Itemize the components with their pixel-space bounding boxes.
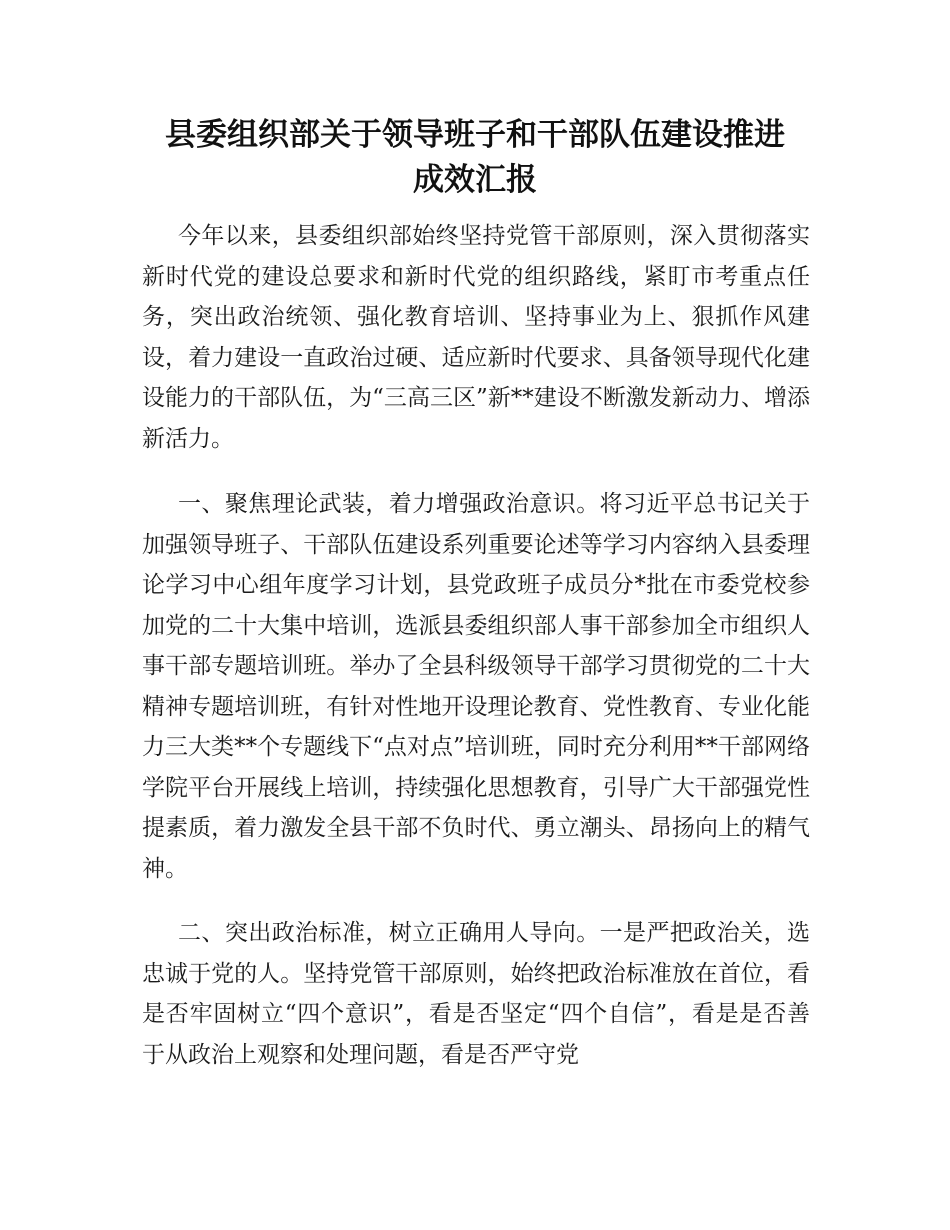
document-title-line-1: 县委组织部关于领导班子和干部队伍建设推进 — [165, 117, 785, 153]
paragraph-section-1: 一、聚焦理论武装，着力增强政治意识。将习近平总书记关于加强领导班子、干部队伍建设系列重要论述等学习内容纳入县委理论学习中心组年度学习计划，县党政班子成员分*批在市委党校参加党的二十大集中培训，选派县委组织部人事干部参加全市组织人事干部专题培训班。举办了全县科级领导干部学习贯彻党的二十大精神专题培训班，有针对性地开设理论教育、党性教育、专业化能力三大类**个专题线下“点对点”培训班，同时充分利用**干部网络学院平台开展线上培训，持续强化思想教育，引导广大干部强党性提素质，着力激发全县干部不负时代、勇立潮头、昂扬向上的精气神。 — [142, 491, 810, 882]
paragraph-section-2: 二、突出政治标准，树立正确用人导向。一是严把政治关，选忠诚于党的人。坚持党管干部原则，始终把政治标准放在首位，看是否牢固树立“四个意识”，看是否坚定“四个自信”，看是是否善于从政治上观察和处理问题，看是否严守党 — [142, 920, 810, 1068]
document-title-line-2: 成效汇报 — [413, 162, 537, 198]
paragraph-intro: 今年以来，县委组织部始终坚持党管干部原则，深入贯彻落实新时代党的建设总要求和新时代党的组织路线，紧盯市考重点任务，突出政治统领、强化教育培训、坚持事业为上、狠抓作风建设，着力建设一直政治过硬、适应新时代要求、具备领导现代化建设能力的干部队伍，为“三高三区”新**建设不断激发新动力、增添新活力。 — [142, 223, 810, 452]
